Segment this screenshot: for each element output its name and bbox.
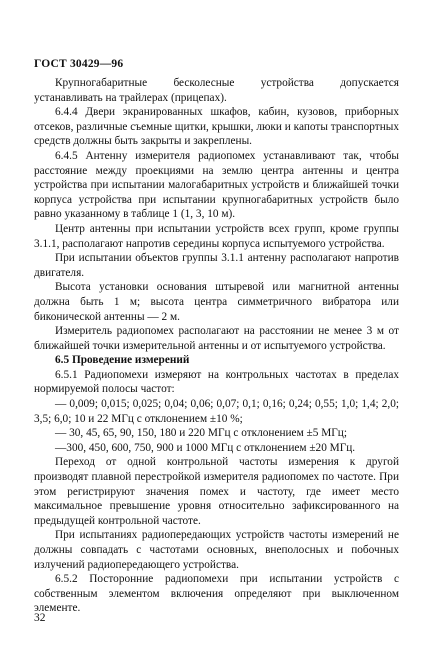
paragraph-antenna-center: Центр антенны при испытании устройств всех групп, кроме группы 3.1.1, располагают напротив середины корпуса испытуемого устройства.	[34, 222, 399, 250]
section-heading-text: 6.5 Проведение измерений	[55, 354, 190, 367]
document-header: ГОСТ 30429—96	[34, 58, 124, 70]
paragraph-6-4-5: 6.4.5 Антенну измерителя радиопомех устанавливают так, чтобы расстояние между проекциями на землю центра антенны и центра устройства при испытании малогабаритных устройств и ближайшей точки корпуса устройства при испытании крупногабаритных устройств было равно указанному в таблице 1 (1, 3, 10 м).	[34, 149, 399, 221]
paragraph-meter-placement: Измеритель радиопомех располагают на расстоянии не менее 3 м от ближайшей точки измерительной антенны и от испытуемого устройства.	[34, 325, 399, 352]
frequency-list-item-2: — 30, 45, 65, 90, 150, 180 и 220 МГц с отклонением ±5 МГц;	[55, 427, 347, 440]
paragraph-frequency-transition: Переход от одной контрольной частоты измерения к другой производят плавной перестройкой измерителя радиопомех по частоте. При этом регистрируют значения помех и частоту, где имеет место максимальное превышение уровня относительно зафиксированного на предыдущей контрольной частоте.	[34, 456, 399, 527]
paragraph-6-5-1: 6.5.1 Радиопомехи измеряют на контрольных частотах в пределах нормируемой полосы частот:	[34, 368, 399, 396]
paragraph-group-3-1-1: При испытании объектов группы 3.1.1 антенну располагают напротив двигателя.	[34, 252, 399, 279]
frequency-list-item-3: —300, 450, 600, 750, 900 и 1000 МГц с отклонением ±20 МГц.	[55, 441, 356, 454]
document-page	[34, 58, 399, 616]
paragraph-transmitter-testing: При испытаниях радиопередающих устройств частоты измерений не должны совпадать с частотами основных, внеполосных и побочных излучений радиопередающего устройства.	[34, 529, 399, 571]
paragraph-antenna-height: Высота установки основания штыревой или магнитной антенны должна быть 1 м; высота центра симметричного вибратора или биконической антенны — 2 м.	[34, 281, 399, 323]
section-heading-6-5	[34, 353, 399, 368]
paragraph-oversized-devices: Крупногабаритные бесколесные устройства допускается устанавливать на трайлерах (прицепах).	[34, 77, 399, 104]
paragraph-6-4-4: 6.4.4 Двери экранированных шкафов, кабин, кузовов, приборных отсеков, различные съемные щитки, крышки, люки и капоты транспортных средств должны быть закрыты и закреплены.	[34, 106, 399, 148]
paragraph-6-5-2: 6.5.2 Посторонние радиопомехи при испытании устройств с собственным элементом включения определяют при выключенном элементе.	[34, 573, 399, 615]
page-number: 32	[34, 612, 46, 624]
frequency-list-item-1: — 0,009; 0,015; 0,025; 0,04; 0,06; 0,07; 0,1; 0,16; 0,24; 0,55; 1,0; 1,4; 2,0; 3,5; 6,0; 10 и 22 МГц с отклонением ±10 %;	[34, 398, 399, 425]
